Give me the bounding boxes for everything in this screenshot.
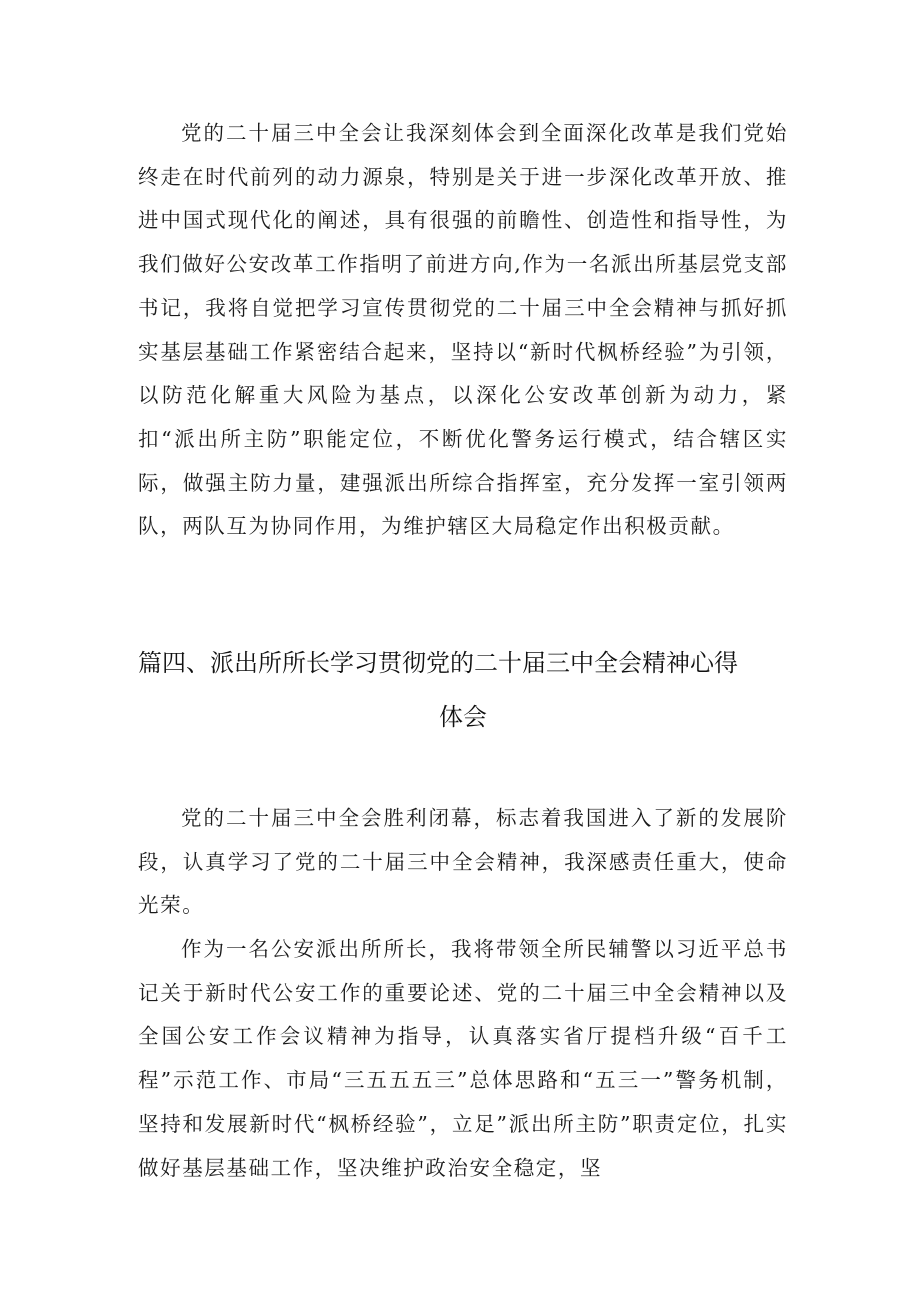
body-paragraph-2: 党的二十届三中全会胜利闭幕，标志着我国进入了新的发展阶段，认真学习了党的二十届三中全会精神，我深感责任重大，使命光荣。 xyxy=(138,806,788,918)
section-heading-line-2: 体会 xyxy=(439,703,487,731)
body-paragraph-1: 党的二十届三中全会让我深刻体会到全面深化改革是我们党始终走在时代前列的动力源泉，特别是关于进一步深化改革开放、推进中国式现代化的阐述，具有很强的前瞻性、创造性和指导性，为我们做好公安改革工作指明了前进方向,作为一名派出所基层党支部书记，我将自觉把学习宣传贯彻党的二十届三中全会精神与抓好抓实基层基础工作紧密结合起来，坚持以“新时代枫桥经验”为引领，以防范化解重大风险为基点，以深化公安改革创新为动力，紧扣“派出所主防”职能定位，不断优化警务运行模式，结合辖区实际，做强主防力量，建强派出所综合指挥室，充分发挥一室引领两队，两队互为协同作用，为维护辖区大局稳定作出积极贡献。 xyxy=(138,121,788,539)
section-heading-line-1: 篇四、派出所所长学习贯彻党的二十届三中全会精神心得 xyxy=(138,649,738,677)
body-paragraph-3: 作为一名公安派出所所长，我将带领全所民辅警以习近平总书记关于新时代公安工作的重要论述、党的二十届三中全会精神以及全国公安工作会议精神为指导，认真落实省厅提档升级“百千工程”示范工作、市局“三五五五三”总体思路和“五三一”警务机制，坚持和发展新时代“枫桥经验”，立足”派出所主防”职责定位，扎实做好基层基础工作，坚决维护政治安全稳定，坚 xyxy=(138,937,788,1180)
